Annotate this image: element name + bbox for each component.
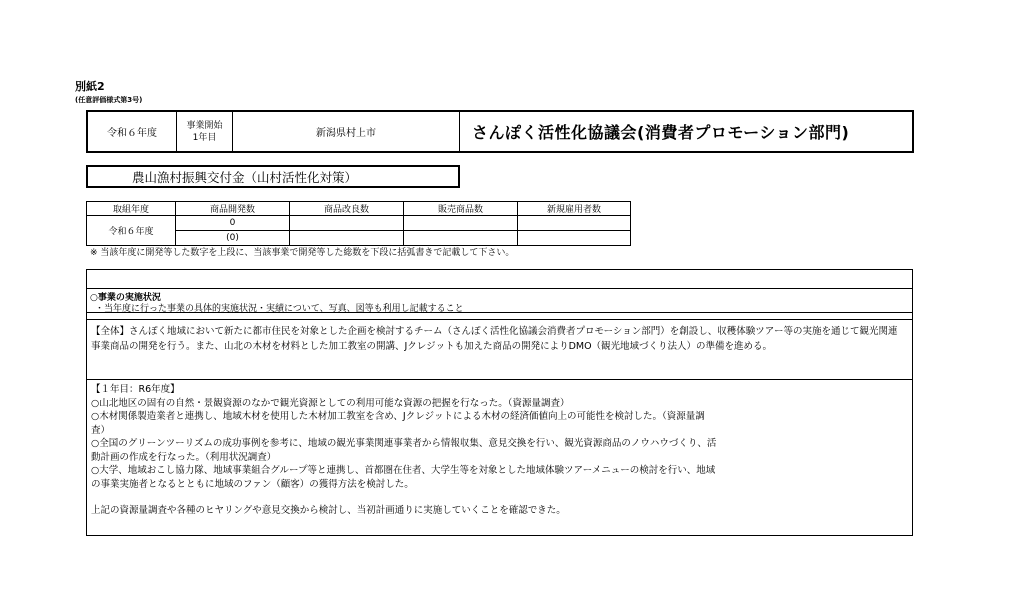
year1-line: ○山北地区の固有の自然・景観資源のなかで観光資源としての利用可能な資源の把握を行なった。（資源量調査） <box>91 397 570 409</box>
year1-line: ○大学、地域おこし協力隊、地域事業組合グループ等と連携し、首都圏在住者、大学生等を対象とした地域体験ツアーメニューの検討を行い、地域 <box>91 465 716 476</box>
year1-line: 動計画の作成を行なった。（利用状況調査） <box>91 451 277 463</box>
project-start-label: 事業開始 <box>186 120 223 131</box>
year1-line: ○木材関係製造業者と連携し、地域木材を使用した木材加工教室を含め、Jクレジットによる木材の経済価値向上の可能性を検討した。（資源量調 <box>91 411 705 422</box>
stats-year: 令和６年度 <box>87 216 176 246</box>
project-start <box>177 112 233 151</box>
stats-row-top <box>87 216 631 231</box>
overall-section <box>87 319 912 380</box>
project-start-year: 1年目 <box>192 132 217 143</box>
year1-line: 【１年目：R6年度】 <box>91 384 180 395</box>
stats-header: 取組年度 <box>87 202 176 216</box>
stats-header: 商品改良数 <box>290 202 404 216</box>
stats-header: 新規雇用者数 <box>518 202 631 216</box>
stats-header: 販売商品数 <box>404 202 518 216</box>
attachment-label: 別紙2 <box>75 80 105 93</box>
conclusion-text: 上記の資源量調査や各種のヒヤリングや意見交換から検討し、当初計画通りに実施していくことを確認できた。 <box>91 505 566 516</box>
year1-line: 査） <box>91 424 111 436</box>
year1-section <box>91 383 906 518</box>
sales-total <box>404 231 518 246</box>
year1-line: の事業実施者となるとともに地域のファン（顧客）の獲得方法を検討した。 <box>91 478 414 490</box>
header-table <box>86 110 914 153</box>
status-title: ○事業の実施状況 <box>90 293 161 303</box>
improve-total <box>290 231 404 246</box>
council-name: さんぽく活性化協議会(消費者プロモーション部門) <box>472 123 850 142</box>
stats-header: 商品開発数 <box>176 202 290 216</box>
status-instruction: ・当年度に行った事業の具体的実施状況・実績について、写真、図等も利用し記載すること <box>95 304 464 314</box>
sales-count <box>404 216 518 231</box>
form-number: (任意評価様式第3号) <box>75 96 143 104</box>
hire-count <box>518 216 631 231</box>
overall-text: 【全体】さんぽく地域において新たに都市住民を対象とした企画を検討するチーム（さんぽく活性化協議会消費者プロモーション部門）を創設し、収穫体験ツアー等の実施を通じて観光関連事業商品の開発を行う。また、山北の木材を材料とした加工教室の開講、Jクレジットも加えた商品の開発によりDMO（観光地域づくり法人）の準備を進める。 <box>91 326 898 352</box>
grant-name: 農山漁村振興交付金（山村活性化対策） <box>86 165 460 188</box>
implementation-box <box>86 269 913 536</box>
table-note: ※ 当該年度に開発等した数字を上段に、当該事業で開発等した総数を下段に括弧書きで記載して下さい。 <box>90 248 515 258</box>
dev-total: (0) <box>176 231 290 246</box>
hire-total <box>518 231 631 246</box>
year1-line: ○全国のグリーンツーリズムの成功事例を参考に、地域の観光事業関連事業者から情報収集、意見交換を行い、観光資源商品のノウハウづくり、活 <box>91 438 717 449</box>
dev-count: 0 <box>176 216 290 231</box>
stats-header-row <box>87 202 631 216</box>
improve-count <box>290 216 404 231</box>
fiscal-year: 令和６年度 <box>88 112 177 151</box>
status-heading <box>87 288 912 313</box>
stats-table <box>86 201 631 246</box>
city-name: 新潟県村上市 <box>233 112 460 151</box>
